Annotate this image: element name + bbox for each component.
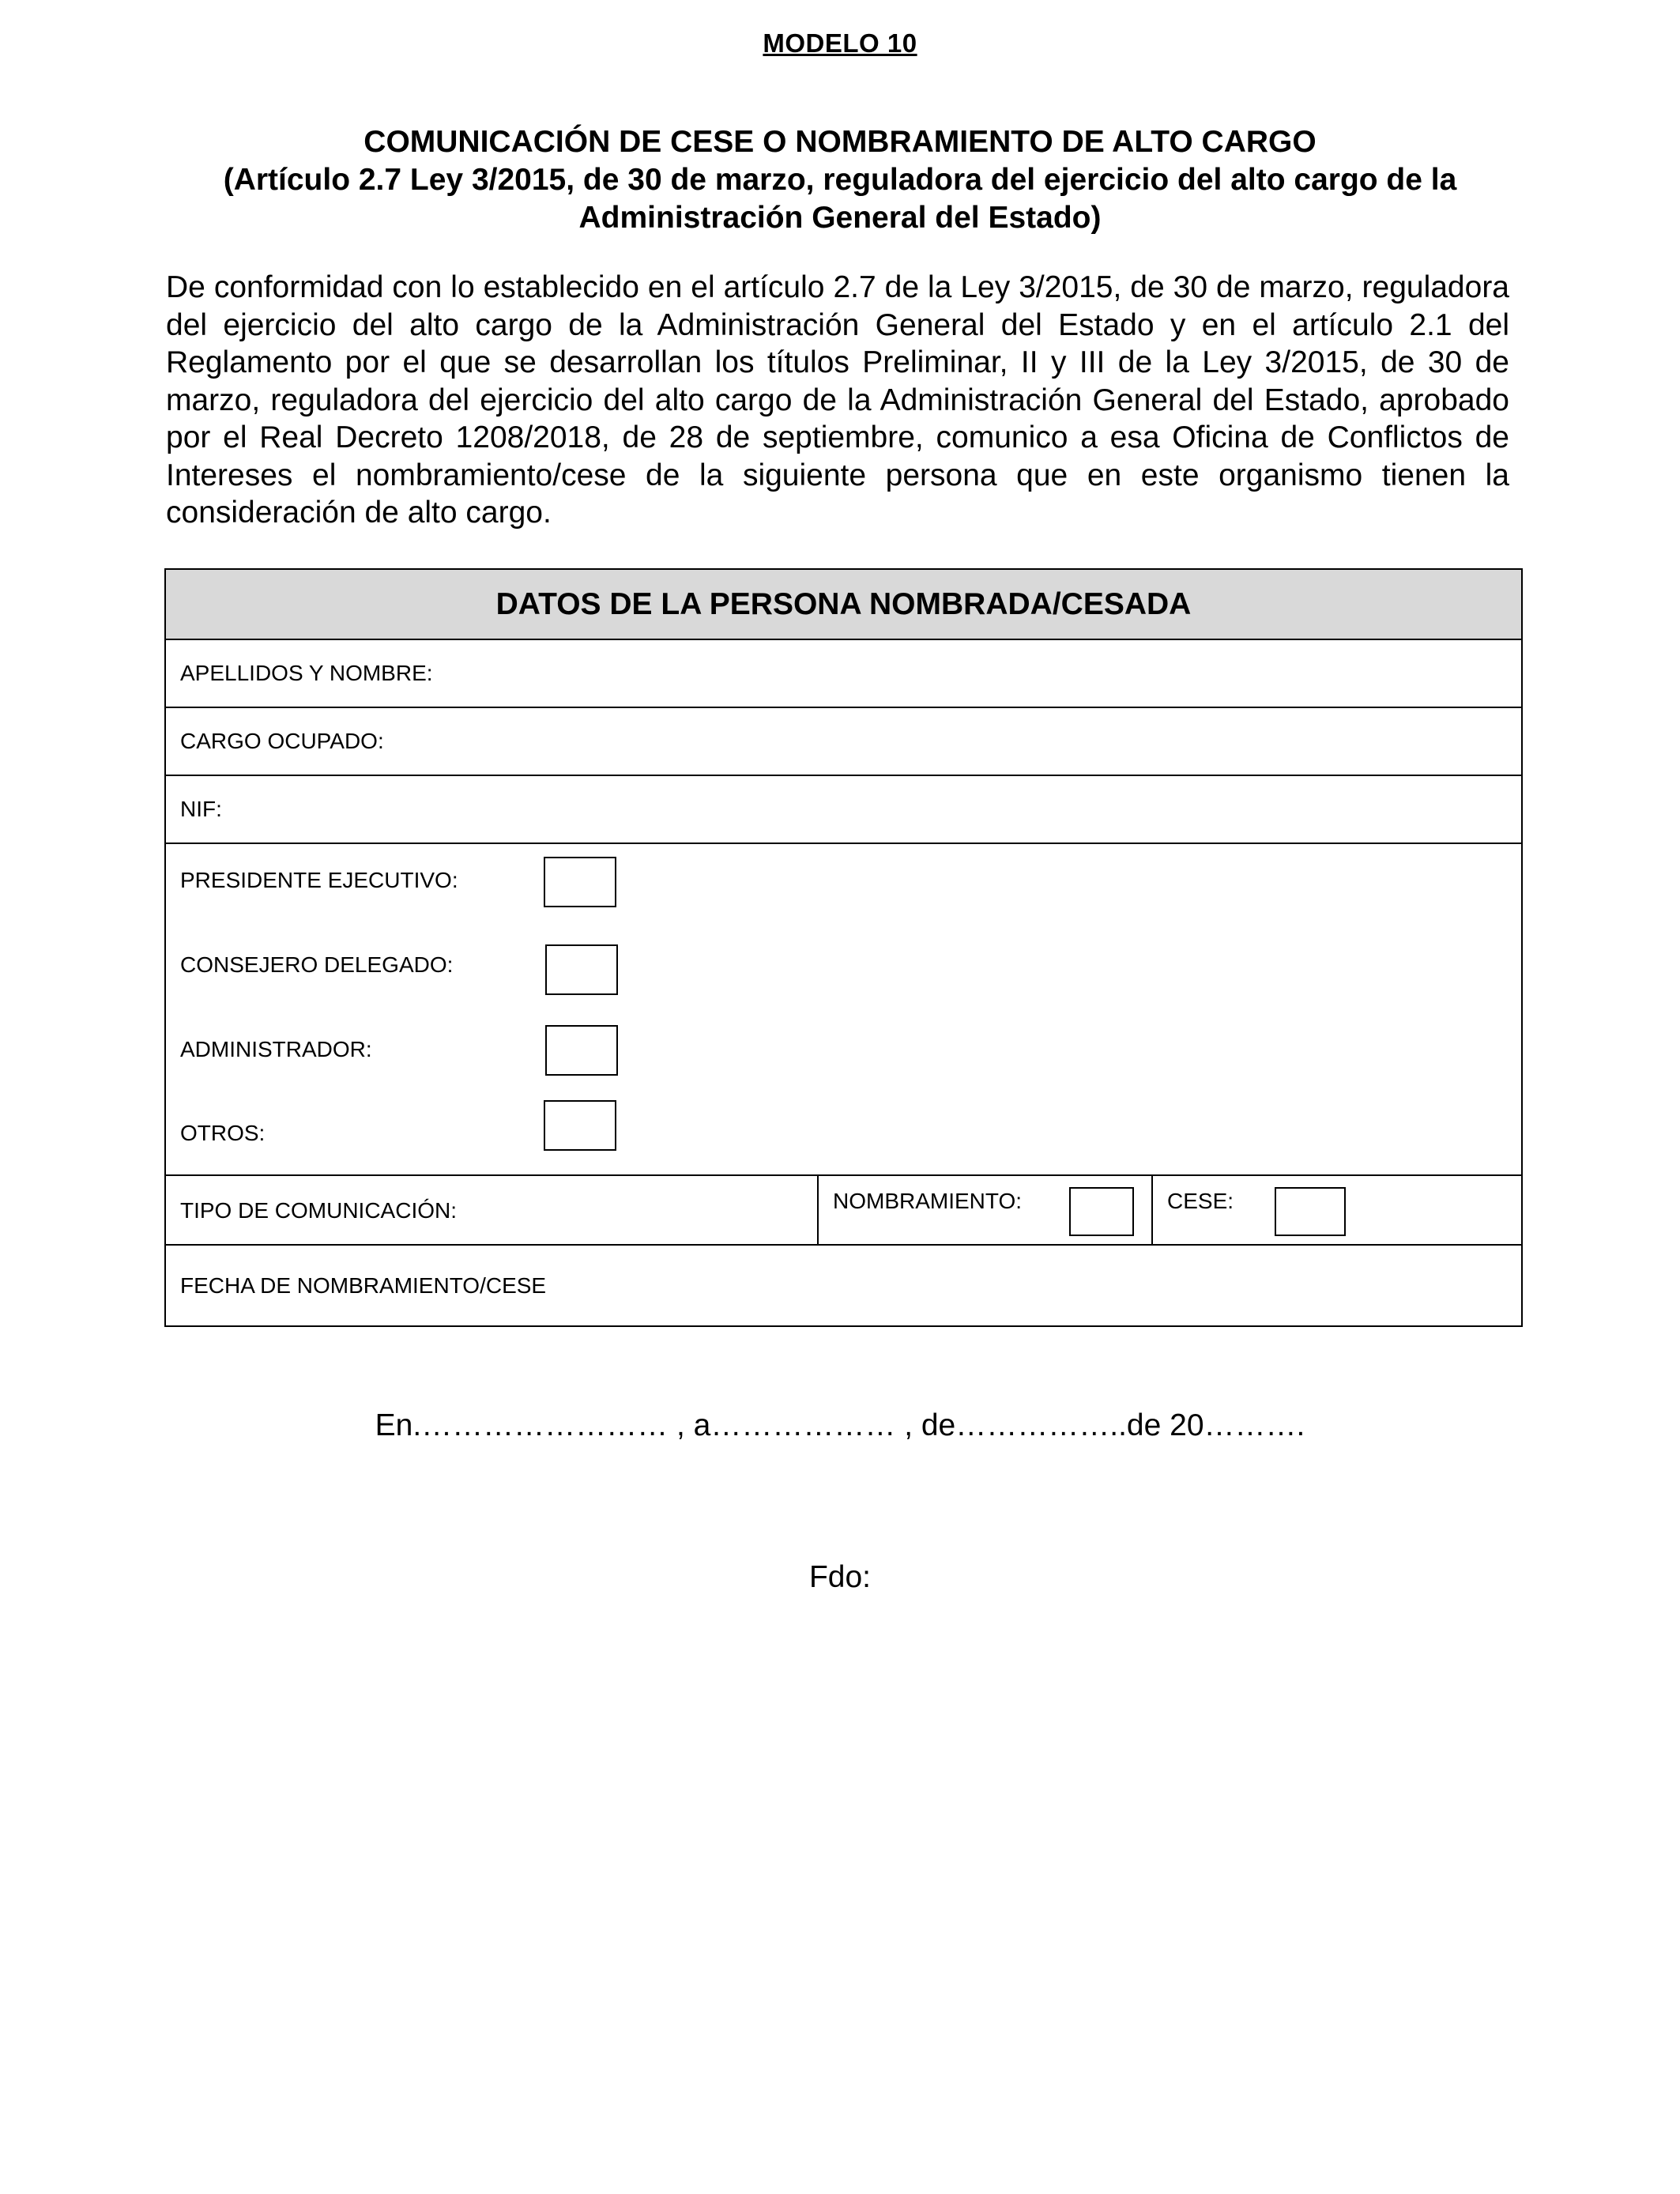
position-field[interactable]	[165, 707, 1522, 775]
signature-label: Fdo:	[808, 1560, 872, 1594]
date-label: FECHA DE NOMBRAMIENTO/CESE	[180, 1272, 547, 1298]
position-label: CARGO OCUPADO:	[180, 729, 384, 753]
column-divider	[817, 1176, 819, 1244]
role-delegate-checkbox[interactable]	[545, 944, 618, 995]
dismissal-label: CESE:	[1167, 1189, 1234, 1213]
model-label: MODELO 10	[763, 28, 917, 58]
role-president-checkbox[interactable]	[544, 857, 616, 907]
title-line-1: COMUNICACIÓN DE CESE O NOMBRAMIENTO DE ALTO CARGO	[363, 125, 1317, 159]
name-label: APELLIDOS Y NOMBRE:	[180, 661, 433, 685]
dismissal-checkbox[interactable]	[1275, 1187, 1346, 1236]
column-divider	[1151, 1176, 1153, 1244]
role-administrator-checkbox[interactable]	[545, 1025, 618, 1076]
appointment-label: NOMBRAMIENTO:	[833, 1189, 1023, 1213]
role-delegate-label: CONSEJERO DELEGADO:	[180, 952, 454, 977]
role-administrator-label: ADMINISTRADOR:	[180, 1037, 372, 1061]
nif-label: NIF:	[180, 797, 222, 821]
title-line-3: Administración General del Estado)	[578, 201, 1102, 235]
form-header: DATOS DE LA PERSONA NOMBRADA/CESADA	[165, 569, 1522, 639]
nif-field[interactable]	[165, 775, 1522, 843]
role-others-checkbox[interactable]	[544, 1100, 616, 1151]
place-date-line: En.…………………… , a……………… , de……………..de 20……….	[375, 1408, 1305, 1442]
communication-type-label: TIPO DE COMUNICACIÓN:	[180, 1198, 458, 1223]
role-others-label: OTROS:	[180, 1121, 266, 1145]
communication-type-row	[165, 1175, 1522, 1245]
role-president-label: PRESIDENTE EJECUTIVO:	[180, 868, 458, 892]
document-title	[158, 123, 1522, 237]
appointment-checkbox[interactable]	[1069, 1187, 1134, 1236]
person-data-form	[164, 568, 1523, 1327]
intro-paragraph: De conformidad con lo establecido en el artículo 2.7 de la Ley 3/2015, de 30 de marzo, reguladora del ejercicio del alto cargo de la Administración General del Estado y en el artículo 2.1 del Reglamento por el que se desarrollan los títulos Preliminar, II y III de la Ley 3/2015, de 30 de marzo, reguladora del ejercicio del alto cargo de la Administración General del Estado, aprobado por el Real Decreto 1208/2018, de 28 de septiembre, comunico a esa Oficina de Conflictos de Intereses el nombramiento/cese de la siguiente persona que en este organismo tienen la consideración de alto cargo.	[166, 270, 1509, 530]
date-field[interactable]	[165, 1245, 1522, 1326]
title-line-2: (Artículo 2.7 Ley 3/2015, de 30 de marzo, reguladora del ejercicio del alto cargo de la	[223, 163, 1457, 197]
roles-section	[165, 843, 1522, 1175]
name-field[interactable]	[165, 639, 1522, 707]
